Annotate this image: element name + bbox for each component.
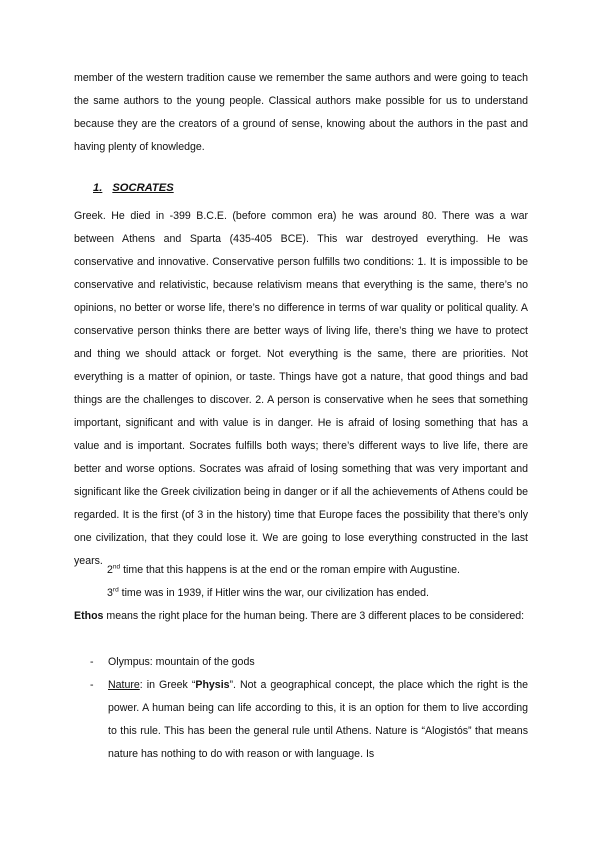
- second-ordinal-suffix: nd: [112, 563, 121, 571]
- list-item-olympus: [74, 651, 528, 674]
- section-number: 1.: [93, 182, 103, 194]
- bullet-dash: -: [90, 656, 94, 668]
- ethos-text: means the right place for the human being. There are 3 different places to be considered:: [103, 610, 525, 622]
- second-time-text: time that this happens is at the end or the roman empire with Augustine.: [120, 564, 460, 576]
- olympus-text: Olympus: mountain of the gods: [108, 656, 255, 668]
- third-time-text: time was in 1939, if Hitler wins the war, our civilization has ended.: [118, 587, 429, 599]
- socrates-paragraph: Greek. He died in -399 B.C.E. (before common era) he was around 80. There was a war between Athens and Sparta (435-405 BCE). This war destroyed everything. He was conservative and innovative. Conservative person fulfills two conditions: 1. It is impossible to be conservative and relativistic, because relativism means that everything is the same, there’s no opinions, no better or worse life, there’s no difference in terms of war quality or political quality. A conservative person thinks there are better ways of living life, there’s thing we have to protect and thing we should attack or forget. Not everything is the same, there are priorities. Not everything is a matter of opinion, or taste. Things have got a nature, that good things and bad things are the challenges to discover. 2. A person is conservative when he sees that something important, significant and with value is in danger. He is afraid of losing something that has a value and is important. Socrates fulfills both ways; there’s different ways to live life, there are better and worse options. Socrates was afraid of losing something that was very important and significant like the Greek civilization being in danger or if all the achievements of Athens could be regarded. It is the first (of 3 in the history) time that Europe faces the possibility that there’s only one civilization, that they could lose it. We are going to lose everything constructed in the last years.: [74, 210, 528, 567]
- third-time-line: [107, 582, 527, 605]
- second-time-line: [107, 559, 527, 582]
- nature-greek-word: Physis: [195, 679, 230, 691]
- second-ordinal: 2: [107, 564, 113, 576]
- intro-paragraph: member of the western tradition cause we remember the same authors and were going to teach the same authors to the young people. Classical authors make possible for us to understand because they are the creators of a ground of sense, knowing about the authors in the past and having plenty of knowledge.: [74, 72, 528, 153]
- third-ordinal: 3: [107, 587, 113, 599]
- section-heading: [93, 182, 174, 194]
- ethos-term: Ethos: [74, 610, 104, 622]
- list-item-nature: [74, 674, 528, 766]
- nature-rest: ”. Not a geographical concept, the place which the right is the power. A human being can life according to this, it is an option for them to live according to this rule. This has been the general rule until Athens. Nature is “Alogistós” that means nature has nothing to do with reason or with language. Is: [108, 679, 528, 760]
- third-ordinal-suffix: rd: [112, 586, 119, 594]
- nature-term: Nature: [108, 679, 140, 691]
- bullet-dash: -: [90, 679, 94, 691]
- nature-pre: : in Greek “: [139, 679, 196, 691]
- places-list: [74, 651, 528, 766]
- section-title: SOCRATES: [112, 182, 174, 194]
- ethos-paragraph: [74, 605, 528, 628]
